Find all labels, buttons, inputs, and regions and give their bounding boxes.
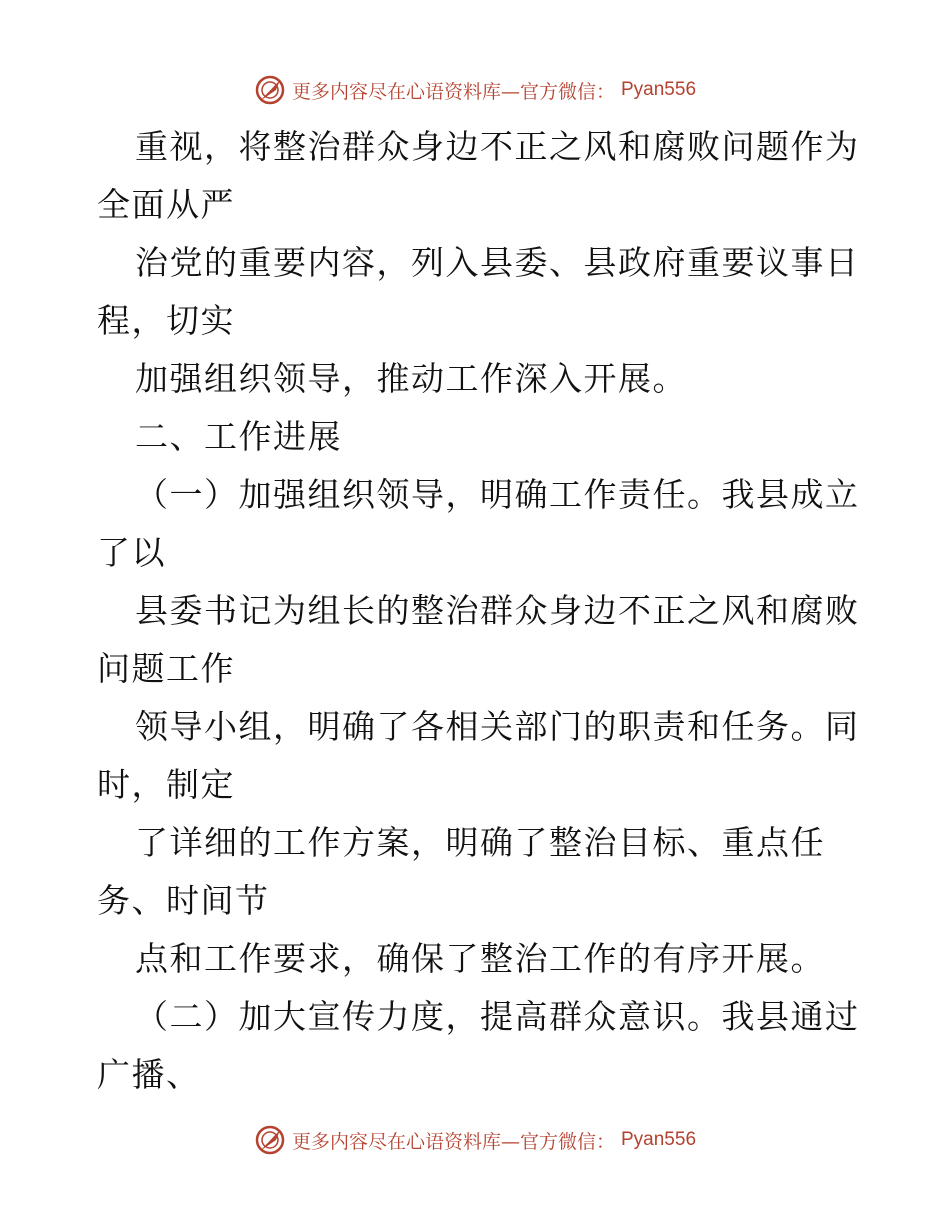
watermark-text: 更多内容尽在心语资料库—官方微信： <box>291 80 615 103</box>
text-line: （二）加大宣传力度，提高群众意识。我县通过 <box>135 997 860 1036</box>
quill-circle-icon <box>254 1124 286 1156</box>
text-line: 广播、 <box>97 1055 201 1094</box>
watermark-id: Pyan556 <box>621 79 697 100</box>
quill-circle-icon <box>254 74 286 106</box>
text-line: 了以 <box>97 533 166 572</box>
text-line: 治党的重要内容，列入县委、县政府重要议事日 <box>135 243 860 282</box>
watermark-text: 更多内容尽在心语资料库—官方微信： <box>291 1130 615 1153</box>
watermark-id: Pyan556 <box>621 1129 697 1150</box>
text-line: 时，制定 <box>97 765 235 804</box>
text-line: 了详细的工作方案，明确了整治目标、重点任 <box>135 823 825 862</box>
text-line: 问题工作 <box>97 649 235 688</box>
text-line: 务、时间节 <box>97 881 270 920</box>
document-body <box>97 118 860 1104</box>
footer-watermark <box>0 1120 950 1160</box>
text-line: 县委书记为组长的整治群众身边不正之风和腐败 <box>135 591 860 630</box>
text-line: 领导小组，明确了各相关部门的职责和任务。同 <box>135 707 860 746</box>
text-line: 重视，将整治群众身边不正之风和腐败问题作为 <box>135 127 860 166</box>
text-line: 点和工作要求，确保了整治工作的有序开展。 <box>135 939 825 978</box>
text-line: （一）加强组织领导，明确工作责任。我县成立 <box>135 475 860 514</box>
header-watermark <box>0 70 950 110</box>
text-line: 全面从严 <box>97 185 235 224</box>
text-line: 加强组织领导，推动工作深入开展。 <box>135 359 687 398</box>
text-line: 程，切实 <box>97 301 235 340</box>
text-line: 二、工作进展 <box>135 417 342 456</box>
